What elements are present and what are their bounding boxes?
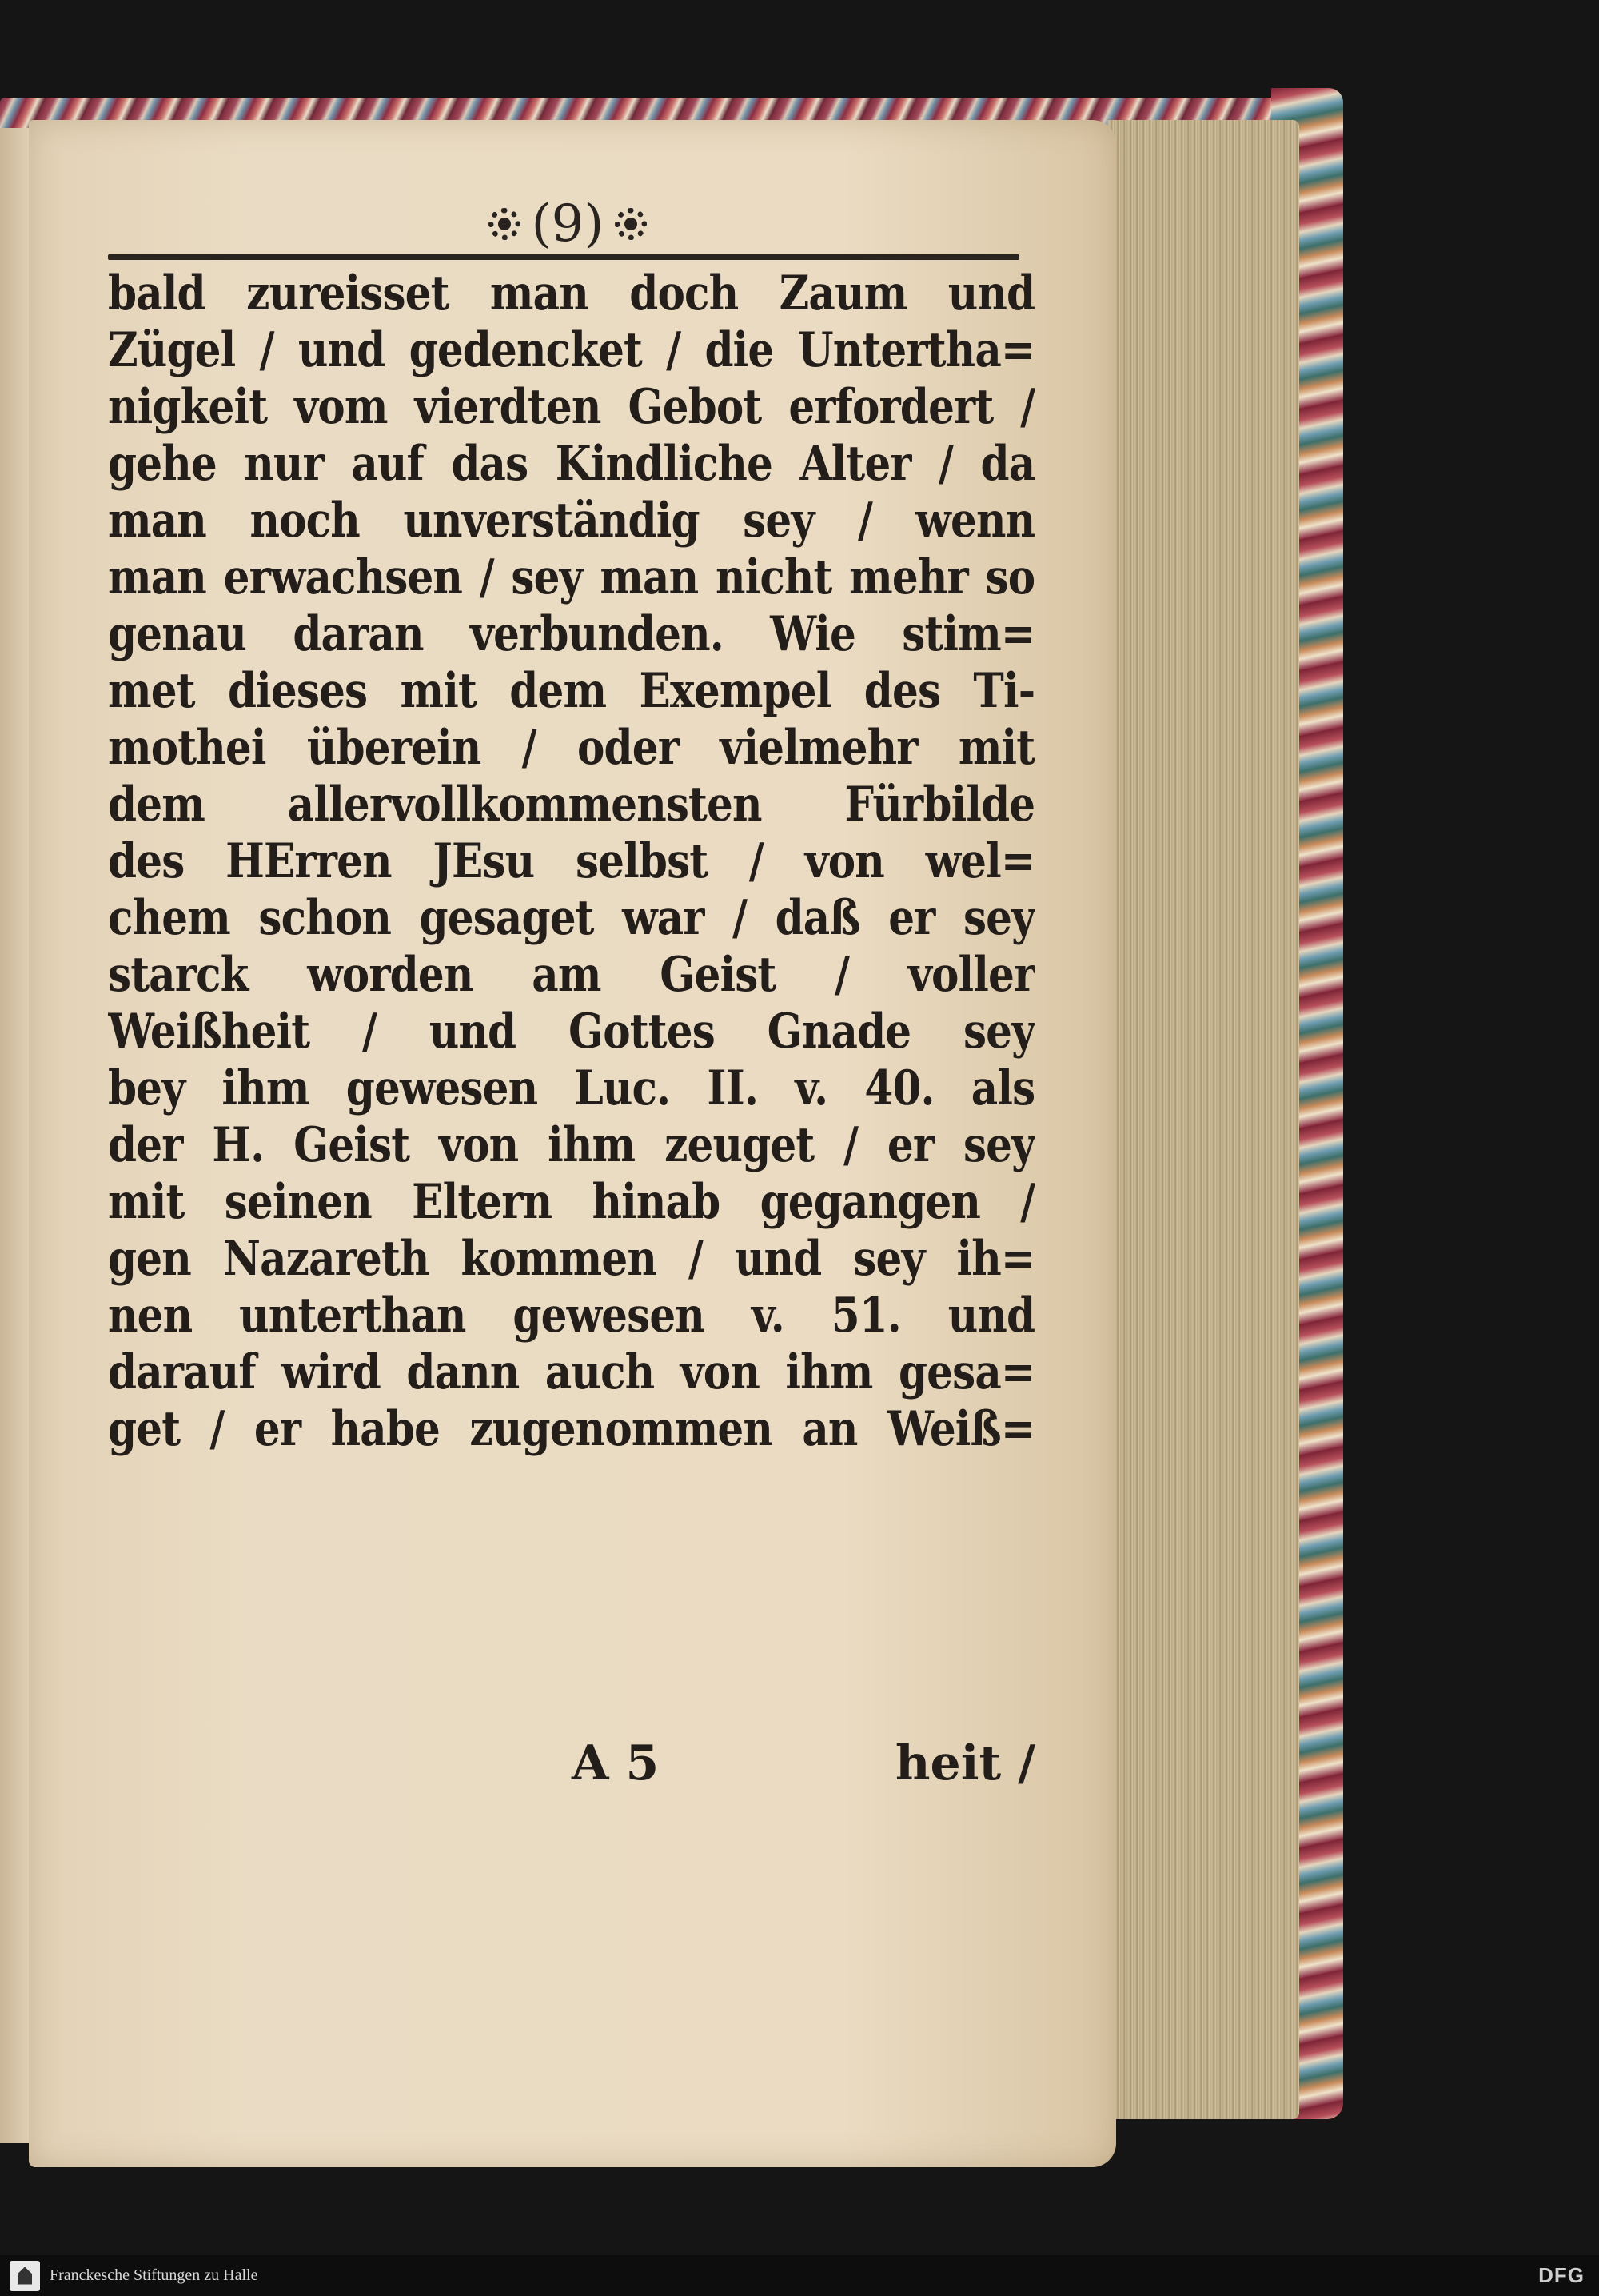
text-line: nigkeit vom vierdten Gebot erfordert / [108, 379, 1035, 435]
text-line: des HErren JEsu selbst / von wel= [108, 833, 1035, 889]
text-line: get / er habe zugenommen an Weiß= [108, 1401, 1035, 1457]
page-block-edges [1107, 120, 1299, 2119]
text-line: starck worden am Geist / voller [108, 947, 1035, 1003]
viewer-footer [0, 2255, 1599, 2296]
institution-logo-icon [10, 2261, 40, 2291]
catch-line [108, 1735, 1035, 1799]
page-number: (9) [531, 194, 604, 254]
text-line: gen Nazareth kommen / und sey ih= [108, 1231, 1035, 1287]
text-line: bey ihm gewesen Luc. II. v. 40. als [108, 1060, 1035, 1116]
text-line: genau daran verbunden. Wie stim= [108, 606, 1035, 662]
text-line: nen unterthan gewesen v. 51. und [108, 1288, 1035, 1344]
text-line: man noch unverständig sey / wenn [108, 493, 1035, 549]
catchword: heit / [895, 1735, 1035, 1791]
funder-logo: DFG [1538, 2263, 1585, 2287]
decorative-flower-icon [482, 202, 527, 246]
text-line: der H. Geist von ihm zeuget / er sey [108, 1117, 1035, 1173]
text-line: darauf wird dann auch von ihm gesa= [108, 1344, 1035, 1400]
header-rule [108, 254, 1019, 260]
body-text [108, 266, 1035, 1458]
text-line: bald zureisset man doch Zaum und [108, 266, 1035, 321]
decorative-flower-icon [608, 202, 653, 246]
text-line: man erwachsen / sey man nicht mehr so [108, 549, 1035, 605]
text-line: dem allervollkommensten Fürbilde [108, 777, 1035, 833]
text-line: mothei überein / oder vielmehr mit [108, 720, 1035, 776]
text-line: gehe nur auf das Kindliche Alter / da [108, 436, 1035, 492]
page-header [448, 192, 688, 256]
text-line: met dieses mit dem Exempel des Ti- [108, 663, 1035, 719]
text-line: Zügel / und gedencket / die Untertha= [108, 322, 1035, 378]
previous-page-sliver [0, 128, 32, 2143]
institution-name: Franckesche Stiftungen zu Halle [50, 2266, 258, 2284]
text-line: mit seinen Eltern hinab gegangen / [108, 1174, 1035, 1230]
text-line: chem schon gesaget war / daß er sey [108, 890, 1035, 946]
signature-mark: A 5 [572, 1735, 660, 1791]
text-line: Weißheit / und Gottes Gnade sey [108, 1004, 1035, 1060]
